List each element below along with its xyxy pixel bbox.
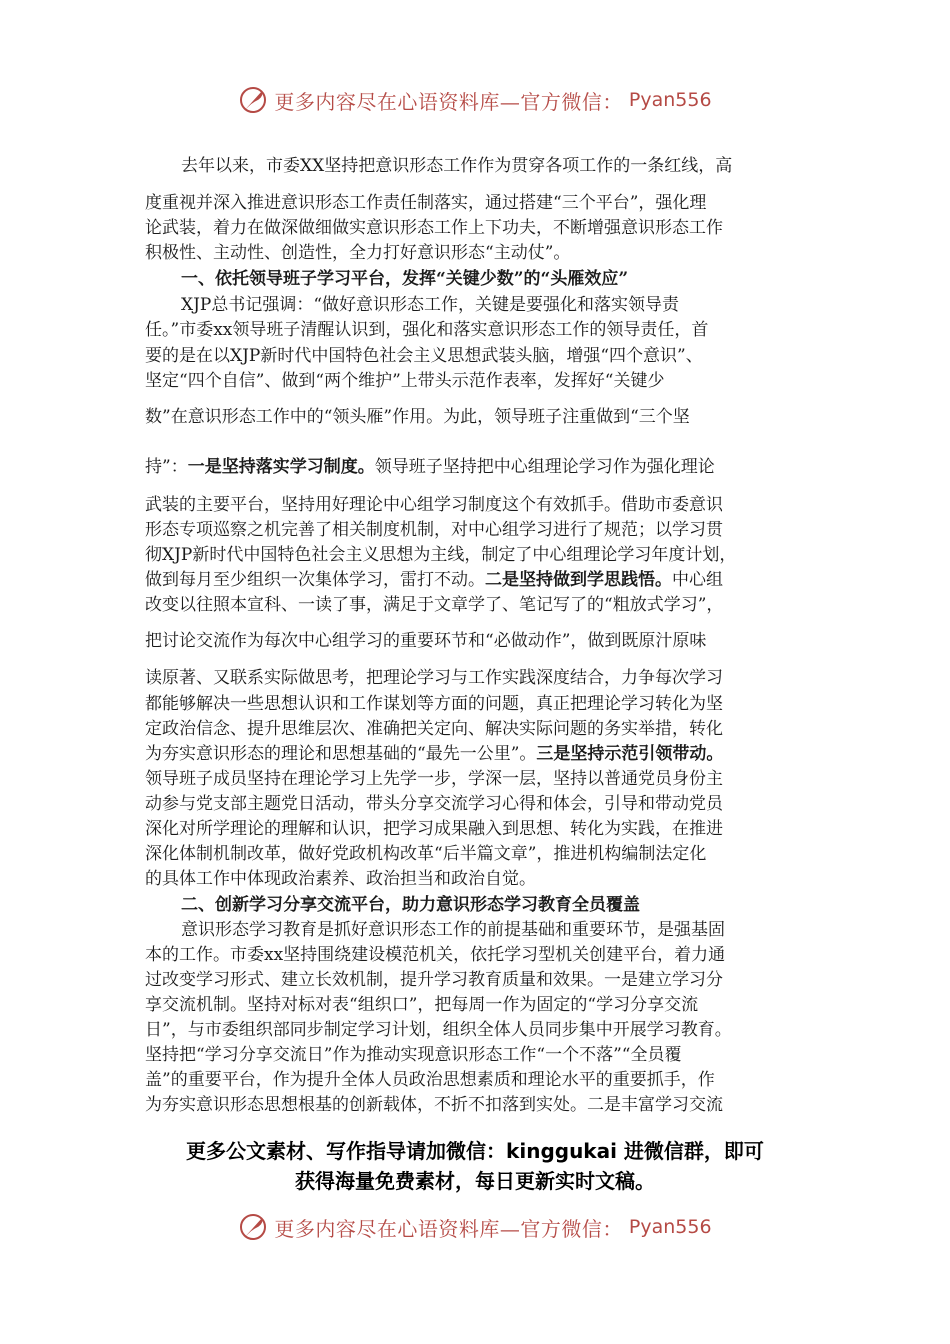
body-line: 要的是在以XJP新时代中国特色社会主义思想武装头脑，增强“四个意识”、: [145, 346, 703, 366]
top-banner: [0, 85, 950, 125]
bold-point-1: 一是坚持落实学习制度。: [187, 457, 375, 477]
section-heading-2: 二、创新学习分享交流平台，助力意识形态学习教育全员覆盖: [181, 895, 640, 915]
promo-line-2: 获得海量免费素材，每日更新实时文稿。: [295, 1169, 655, 1193]
body-line: 过改变学习形式、建立长效机制，提升学习教育质量和效果。一是建立学习分: [145, 970, 723, 990]
body-line: 深化对所学理论的理解和认识，把学习成果融入到思想、转化为实践，在推进: [145, 819, 723, 839]
feather-pen-logo-icon: [238, 1212, 268, 1242]
body-line: 意识形态学习教育是抓好意识形态工作的前提基础和重要环节，是强基固: [181, 920, 725, 940]
body-line: 本的工作。市委xx坚持围绕建设模范机关，依托学习型机关创建平台，着力通: [145, 945, 726, 965]
banner-text: 更多内容尽在心语资料库—官方微信：: [274, 1216, 623, 1241]
body-line: 定政治信念、提升思维层次、准确把关定向、解决实际问题的务实举措，转化: [145, 719, 723, 739]
body-text: 为夯实意识形态的理论和思想基础的“最先一公里”。: [145, 744, 537, 764]
body-line: 享交流机制。坚持对标对表“组织口”，把每周一作为固定的“学习分享交流: [145, 995, 699, 1015]
body-line: 盖”的重要平台，作为提升全体人员政治思想素质和理论水平的重要抓手，作: [145, 1070, 715, 1090]
body-line: [145, 569, 723, 591]
promo-line-1: 更多公文素材、写作指导请加微信：kinggukai 进微信群，即可: [186, 1139, 764, 1163]
body-text: 中心组: [672, 570, 723, 590]
body-line: 领导班子成员坚持在理论学习上先学一步，学深一层，坚持以普通党员身份主: [145, 769, 723, 789]
bold-point-2: 二是坚持做到学思践悟。: [485, 570, 672, 590]
body-line: 深化体制机制改革，做好党政机构改革“后半篇文章”，推进机构编制法定化: [145, 844, 707, 864]
body-line: 形态专项巡察之机完善了相关制度机制，对中心组学习进行了规范；以学习贯: [145, 520, 723, 540]
body-line: 的具体工作中体现政治素养、政治担当和政治自觉。: [145, 869, 536, 889]
bold-point-3: 三是坚持示范引领带动。: [536, 744, 724, 764]
body-line: 数”在意识形态工作中的“领头雁”作用。为此，领导班子注重做到“三个坚: [145, 407, 690, 427]
body-line: 坚定“四个自信”、做到“两个维护”上带头示范作表率，发挥好“关键少: [145, 371, 665, 391]
body-line: [145, 456, 715, 478]
body-line: 为夯实意识形态思想根基的创新载体，不折不扣落到实处。二是丰富学习交流: [145, 1095, 723, 1115]
bottom-banner: [0, 1212, 950, 1252]
banner-text: 更多内容尽在心语资料库—官方微信：: [274, 89, 623, 114]
body-line: 把讨论交流作为每次中心组学习的重要环节和“必做动作”，做到既原汁原味: [145, 631, 707, 651]
body-line: 读原著、又联系实际做思考，把理论学习与工作实践深度结合，力争每次学习: [145, 668, 723, 688]
body-line: 彻XJP新时代中国特色社会主义思想为主线，制定了中心组理论学习年度计划，: [145, 545, 737, 565]
body-text: 持”：: [145, 457, 188, 477]
body-text: 领导班子坚持把中心组理论学习作为强化理论: [374, 457, 715, 477]
intro-line: 去年以来，市委XX坚持把意识形态工作作为贯穿各项工作的一条红线，高: [181, 156, 733, 176]
intro-line: 度重视并深入推进意识形态工作责任制落实，通过搭建“三个平台”，强化理: [145, 193, 707, 213]
body-line: 改变以往照本宣科、一读了事，满足于文章学了、笔记写了的“粗放式学习”，: [145, 595, 724, 615]
section-heading-1: 一、依托领导班子学习平台，发挥“关键少数”的“头雁效应”: [181, 269, 629, 289]
feather-pen-logo-icon: [238, 85, 268, 115]
body-line: 动参与党支部主题党日活动，带头分享交流学习心得和体会，引导和带动党员: [145, 794, 723, 814]
intro-line: 论武装，着力在做深做细做实意识形态工作上下功夫，不断增强意识形态工作: [145, 218, 723, 238]
body-line: 任。”市委xx领导班子清醒认识到，强化和落实意识形态工作的领导责任，首: [145, 320, 709, 340]
body-line: 日”，与市委组织部同步制定学习计划，组织全体人员同步集中开展学习教育。: [145, 1020, 732, 1040]
body-text: 做到每月至少组织一次集体学习，雷打不动。: [145, 570, 485, 590]
banner-wechat-id: Pyan556: [628, 89, 712, 111]
intro-line: 积极性、主动性、创造性，全力打好意识形态“主动仗”。: [145, 243, 571, 263]
body-line: 都能够解决一些思想认识和工作谋划等方面的问题，真正把理论学习转化为坚: [145, 694, 723, 714]
body-line: 坚持把“学习分享交流日”作为推动实现意识形态工作“一个不落”“全员覆: [145, 1045, 682, 1065]
body-line: 武装的主要平台，坚持用好理论中心组学习制度这个有效抓手。借助市委意识: [145, 495, 723, 515]
body-line: XJP总书记强调：“做好意识形态工作，关键是要强化和落实领导责: [181, 295, 680, 315]
body-line: [145, 743, 723, 765]
banner-wechat-id: Pyan556: [628, 1216, 712, 1238]
